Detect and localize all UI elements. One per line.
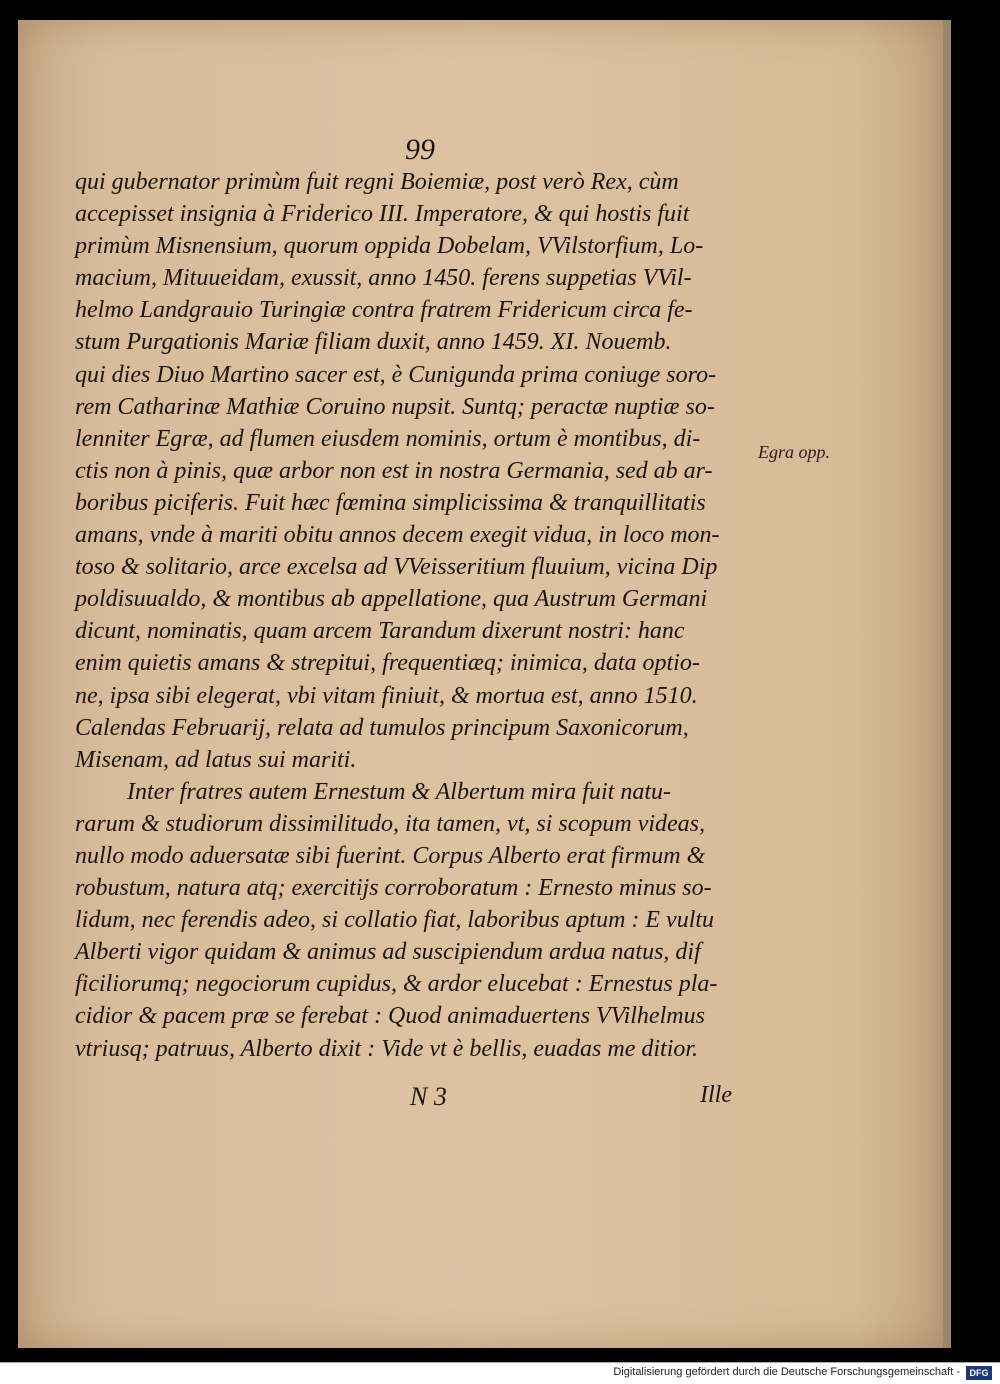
text-line: nullo modo aduersatæ sibi fuerint. Corpus Alberto erat firmum & <box>75 842 706 869</box>
text-line: accepisset insignia à Friderico III. Imperatore, & qui hostis fuit <box>75 201 690 228</box>
text-line: rarum & studiorum dissimilitudo, ita tamen, vt, si scopum videas, <box>75 810 705 837</box>
text-line: poldisuualdo, & montibus ab appellatione, qua Austrum Germani <box>75 586 708 613</box>
text-line: qui gubernator primùm fuit regni Boiemiæ, post verò Rex, cùm <box>75 169 679 195</box>
text-line: robustum, natura atq; exercitijs corroboratum : Ernesto minus so- <box>75 875 712 902</box>
text-line: Misenam, ad latus sui mariti. <box>75 746 357 773</box>
dfg-logo-icon: DFG <box>966 1366 992 1380</box>
text-line: lidum, nec ferendis adeo, si collatio fiat, laboribus aptum : E vultu <box>75 907 715 934</box>
text-line: Inter fratres autem Ernestum & Albertum mira fuit natu- <box>127 778 671 805</box>
funding-credit: Digitalisierung gefördert durch die Deutsche Forschungsgemeinschaft - <box>613 1366 960 1378</box>
page-number: 99 <box>405 133 435 166</box>
text-line: lenniter Egræ, ad flumen eiusdem nominis, ortum è montibus, di- <box>75 425 701 452</box>
text-line: ne, ipsa sibi elegerat, vbi vitam finiuit, & mortua est, anno 1510. <box>75 682 698 709</box>
text-line: boribus piciferis. Fuit hæc fœmina simplicissima & tranquillitatis <box>75 489 706 516</box>
text-line: Calendas Februarij, relata ad tumulos principum Saxonicorum, <box>75 714 689 741</box>
text-line: Alberti vigor quidam & animus ad suscipiendum ardua natus, dif <box>75 939 701 966</box>
catchword: Ille <box>700 1082 732 1108</box>
marginal-note: Egra opp. <box>758 442 830 462</box>
text-line: primùm Misnensium, quorum oppida Dobelam, VVilstorfium, Lo- <box>75 233 704 260</box>
text-line: enim quietis amans & strepitui, frequentiæq; inimica, data optio- <box>75 650 700 677</box>
footer-bar <box>0 1362 1000 1384</box>
text-line: vtriusq; patruus, Alberto dixit : Vide vt è bellis, euadas me ditior. <box>75 1035 699 1062</box>
main-text <box>75 166 775 1065</box>
text-line: helmo Landgrauio Turingiæ contra fratrem Fridericum circa fe- <box>75 297 693 324</box>
text-line: toso & solitario, arce excelsa ad VVeisseritium fluuium, vicina Dip <box>75 554 718 581</box>
page-edge <box>943 20 951 1348</box>
text-line: dicunt, nominatis, quam arcem Tarandum dixerunt nostri: hanc <box>75 618 685 645</box>
text-line: macium, Mituueidam, exussit, anno 1450. ferens suppetias VVil- <box>75 265 692 292</box>
text-line: stum Purgationis Mariæ filiam duxit, anno 1459. XI. Nouemb. <box>75 329 672 356</box>
text-line: rem Catharinæ Mathiæ Coruino nupsit. Suntq; peractæ nuptiæ so- <box>75 393 715 420</box>
text-line: qui dies Diuo Martino sacer est, è Cunigunda prima coniuge soro- <box>75 361 717 388</box>
text-line: ctis non à pinis, quæ arbor non est in nostra Germania, sed ab ar- <box>75 457 713 484</box>
signature-mark: N 3 <box>410 1082 447 1111</box>
text-line: amans, vnde à mariti obitu annos decem exegit vidua, in loco mon- <box>75 522 720 549</box>
text-line: ficiliorumq; negociorum cupidus, & ardor elucebat : Ernestus pla- <box>75 971 718 998</box>
text-line: cidior & pacem præ se ferebat : Quod animaduertens VVilhelmus <box>75 1003 705 1030</box>
